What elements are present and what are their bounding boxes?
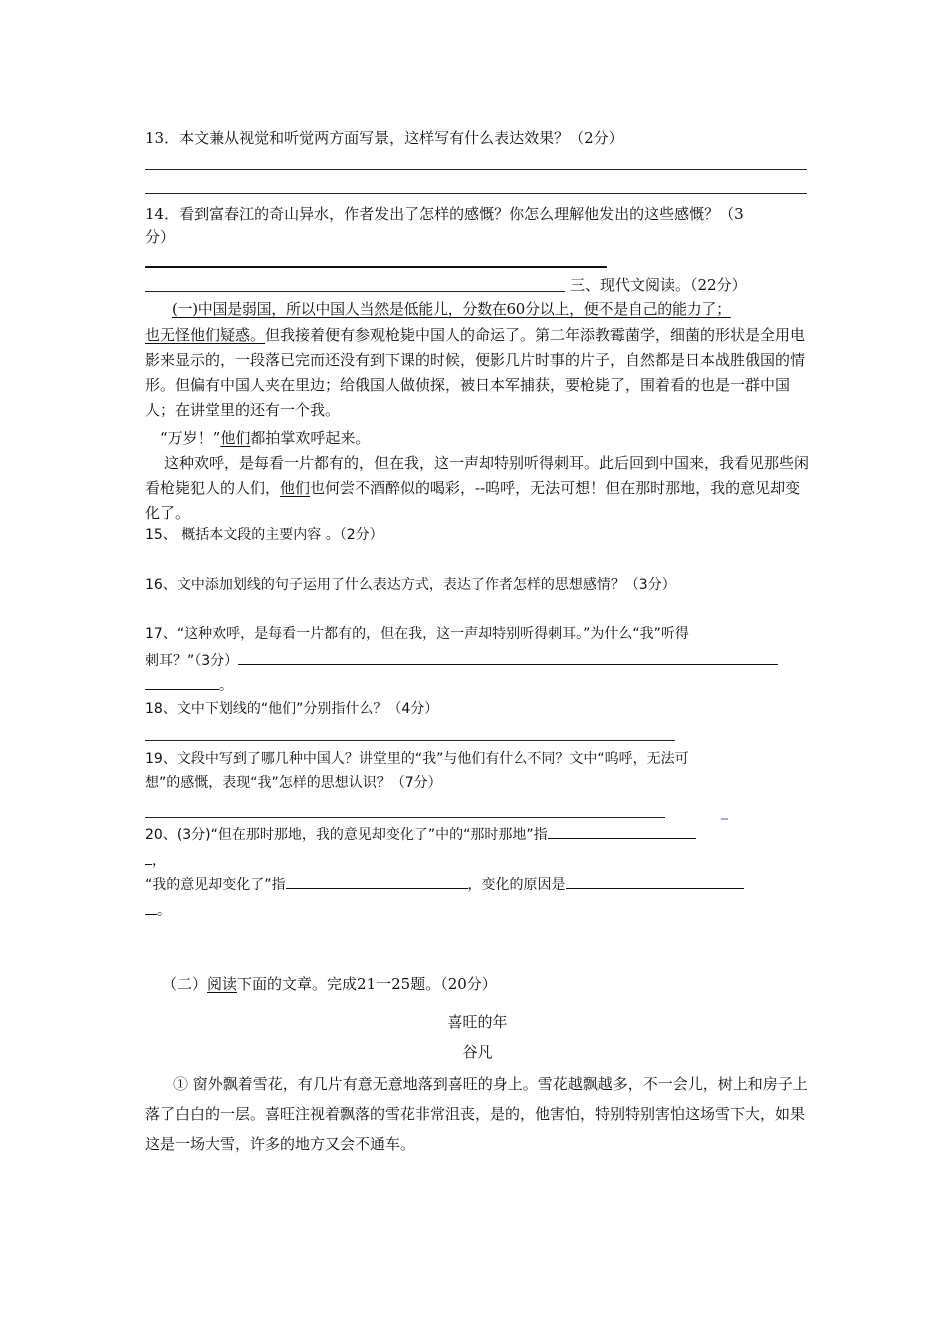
stray-underscore-mark: _ xyxy=(721,804,728,820)
passage1-underlined-sentence-1: (一)中国是弱国，所以中国人当然是低能儿，分数在60分以上，便不是自己的能力了； xyxy=(172,300,731,318)
question-20-line3 xyxy=(145,874,744,895)
p3-text-a: 这种欢呼，是每看一片都有的，但在我，这一声却特别听得刺耳。此后回到中国来，我看见那些闲看枪毙犯人的人们， xyxy=(145,454,810,497)
passage1-underlined-sentence-2: 也无怪他们疑惑。 xyxy=(145,326,266,344)
q20-prompt-b: “我的意见却变化了”指 xyxy=(145,877,286,893)
passage2-intro xyxy=(162,974,497,994)
question-17-line1: 17、“这种欢呼，是每看一片都有的，但在我，这一声却特别听得刺耳。”为什么“我”听得 xyxy=(145,626,689,642)
underlined-they-2: 他们 xyxy=(280,479,311,497)
passage1-text-1: 但我接着便有参观枪毙中国人的命运了。第二年添教霉菌学，细菌的形状是全用电影来显示的，一段落已完而还没有到下课的时候，便影几片时事的片子，自然都是日本战胜俄国的情形。但偏有中国人夹在里边；给俄国人做侦探，被日本军捕获，要枪毙了，围着看的也是一群中国人；在讲堂里的还有一个我。 xyxy=(145,326,806,419)
answer-blank-20c[interactable] xyxy=(566,874,744,889)
passage1-paragraph-1 xyxy=(145,323,810,423)
question-16: 16、文中添加划线的句子运用了什么表达方式，表达了作者怎样的思想感情？（3分） xyxy=(145,577,676,593)
answer-line-18 xyxy=(145,740,675,741)
answer-line-13a xyxy=(145,169,807,170)
answer-blank-20b[interactable] xyxy=(286,874,468,889)
section-3-title: 三、现代文阅读。（22分） xyxy=(570,276,747,294)
p3-text-b: 也何尝不酒醉似的喝彩，--呜呼，无法可想！但在那时那地，我的意见却变化了。 xyxy=(145,479,801,522)
question-17-line3 xyxy=(145,675,233,696)
intro-rest: 下面的文章。完成21一25题。（20分） xyxy=(237,975,497,993)
q20-end-mark: 。 xyxy=(157,903,171,919)
answer-blank-20a-cont[interactable] xyxy=(145,850,152,865)
question-14-line2: 分） xyxy=(145,228,176,246)
q17-end-mark: 。 xyxy=(219,678,233,694)
question-17-line2 xyxy=(145,650,778,671)
answer-line-14b xyxy=(145,291,565,292)
intro-underlined: 阅读 xyxy=(207,975,238,993)
q20-prompt: 20、(3分)“但在那时那地，我的意见却变化了”中的“那时那地”指 xyxy=(145,827,548,843)
question-15: 15、 概括本文段的主要内容 。（2分） xyxy=(145,527,384,543)
article-author: 谷凡 xyxy=(462,1043,493,1061)
article-paragraph-1: ① 窗外飘着雪花，有几片有意无意地落到喜旺的身上。雪花越飘越多，不一会儿，树上和房子上落了白白的一层。喜旺注视着飘落的雪花非常沮丧，是的，他害怕，特别特别害怕这场雪下大，如果这是一场大雪，许多的地方又会不通车。 xyxy=(145,1075,808,1153)
q20-comma: ， xyxy=(152,853,166,869)
cheer-quote: “万岁！” xyxy=(160,429,221,447)
passage1-paragraph-3 xyxy=(145,451,810,526)
answer-blank-17a[interactable] xyxy=(238,650,778,665)
question-20-line1 xyxy=(145,824,696,845)
question-18: 18、文中下划线的“他们”分别指什么？（4分） xyxy=(145,701,439,717)
answer-line-14a xyxy=(145,266,607,268)
q17-prompt: 刺耳？”（3分） xyxy=(145,653,239,669)
answer-line-13b xyxy=(145,193,807,194)
article-title: 喜旺的年 xyxy=(447,1013,508,1031)
q20-prompt-c: ，变化的原因是 xyxy=(467,877,566,893)
passage1-cheer-line xyxy=(160,428,370,448)
answer-blank-20c-cont[interactable] xyxy=(145,900,157,915)
question-19-line2: 想”的感慨，表现“我”怎样的思想认识？（7分） xyxy=(145,775,442,791)
question-14-line1: 14．看到富春江的奇山异水，作者发出了怎样的感慨？你怎么理解他发出的这些感慨？（3 xyxy=(145,205,744,223)
answer-blank-17b[interactable] xyxy=(145,675,219,690)
underlined-they-1: 他们 xyxy=(220,429,251,447)
question-13: 13．本文兼从视觉和听觉两方面写景，这样写有什么表达效果？（2分） xyxy=(145,129,624,147)
answer-line-19 xyxy=(145,817,665,818)
answer-blank-20a[interactable] xyxy=(548,824,696,839)
question-20-line4 xyxy=(145,900,171,921)
question-20-line2 xyxy=(145,850,166,871)
intro-label: （二） xyxy=(162,975,208,993)
cheer-rest: 都拍掌欢呼起来。 xyxy=(250,429,371,447)
question-19-line1: 19、文段中写到了哪几种中国人？讲堂里的“我”与他们有什么不同？文中“呜呼，无法可 xyxy=(145,751,689,767)
